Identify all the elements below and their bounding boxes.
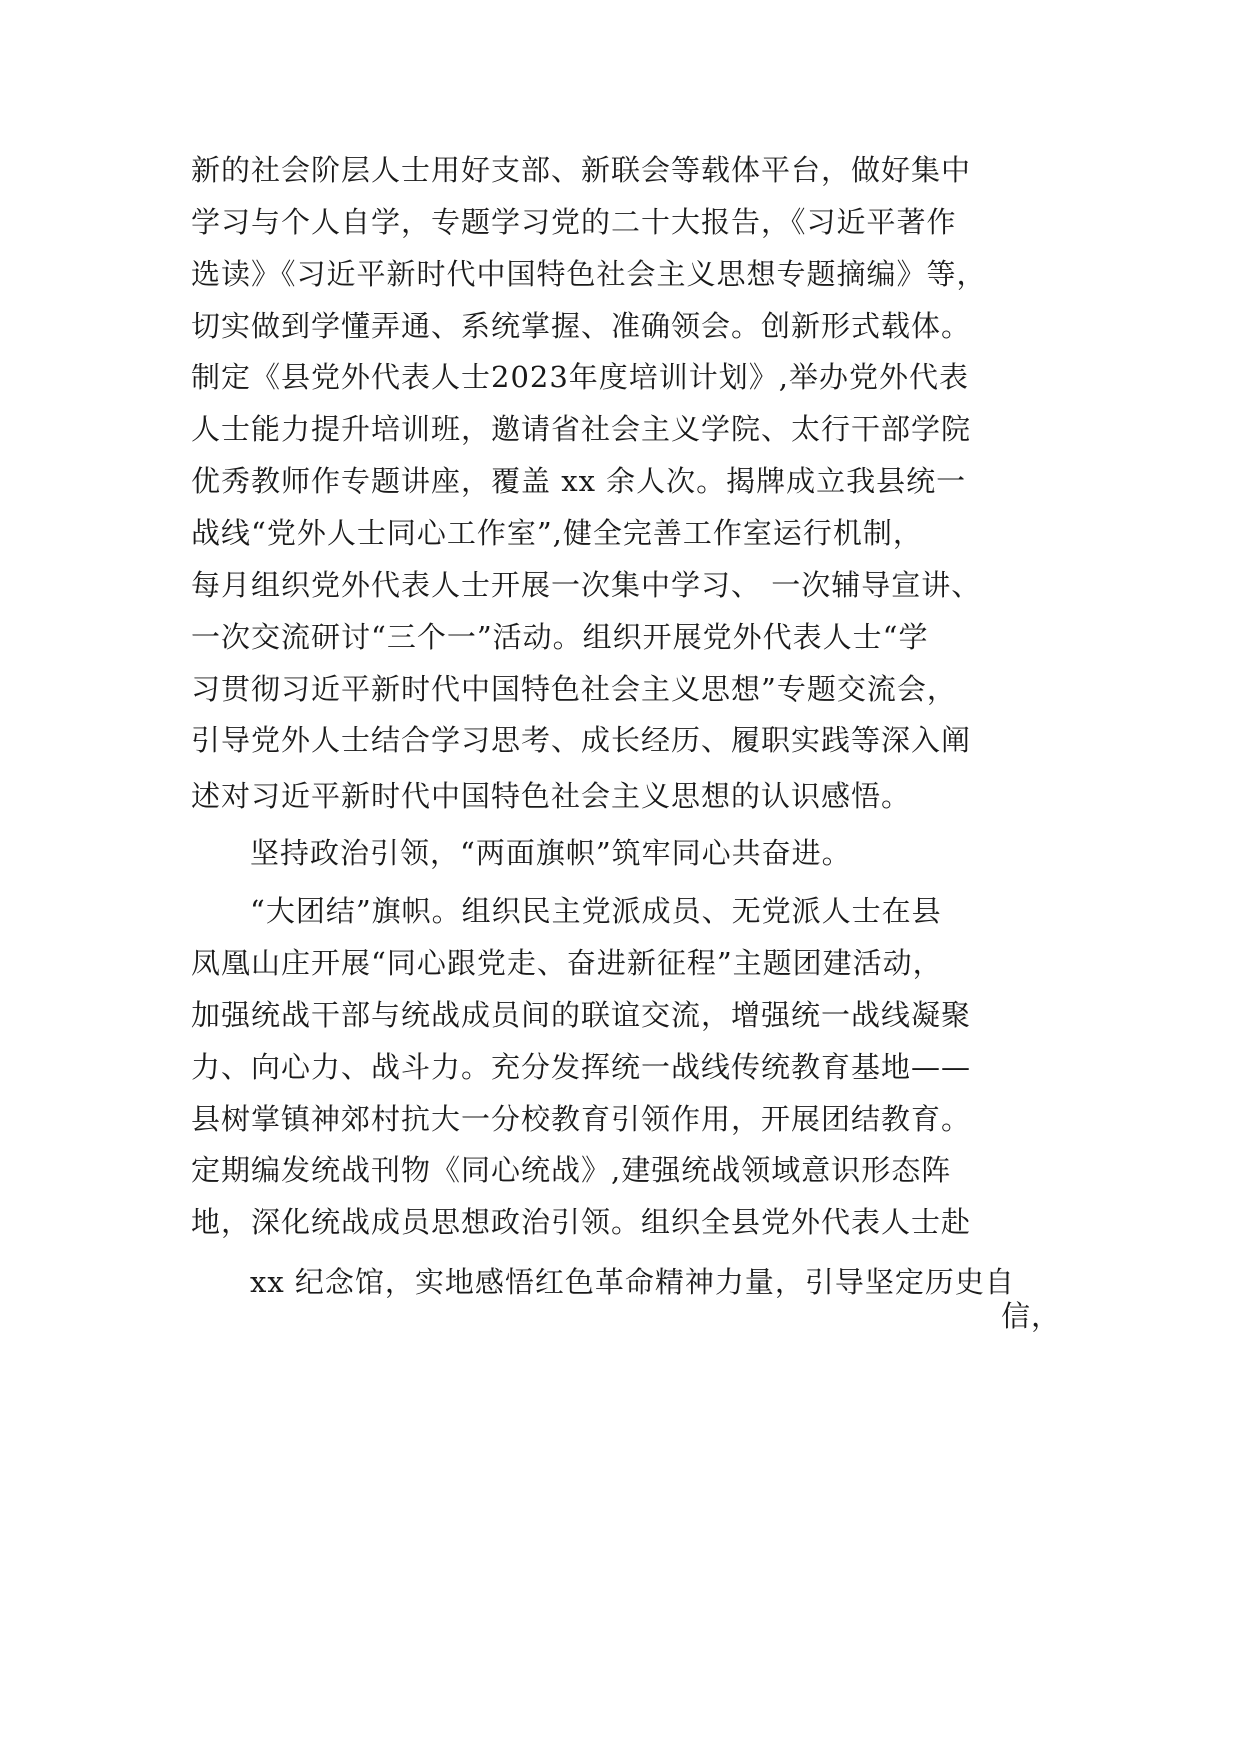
text-line: 每月组织党外代表人士开展一次集中学习、 一次辅导宣讲、 — [191, 568, 982, 602]
text-line: 凤凰山庄开展“同心跟党走、奋进新征程”主题团建活动， — [191, 946, 943, 980]
text-line: 战线“党外人士同心工作室”,健全完善工作室运行机制， — [191, 516, 923, 550]
section-heading: 坚持政治引领，“两面旗帜”筑牢同心共奋进。 — [250, 836, 852, 870]
text-line: 切实做到学懂弄通、系统掌握、准确领会。创新形式载体。 — [191, 309, 972, 343]
text-line: 制定《县党外代表人士2023年度培训计划》,举办党外代表 — [191, 360, 970, 394]
text-line: 引导党外人士结合学习思考、成长经历、履职实践等深入阐 — [191, 723, 972, 757]
text-line: 县树掌镇神郊村抗大一分校教育引领作用，开展团结教育。 — [191, 1102, 972, 1136]
text-line: 新的社会阶层人士用好支部、新联会等载体平台，做好集中 — [191, 153, 972, 187]
text-line: 定期编发统战刊物《同心统战》,建强统战领域意识形态阵 — [191, 1153, 952, 1187]
text-line: 学习与个人自学，专题学习党的二十大报告，《习近平著作 — [191, 205, 957, 239]
text-line: 习贯彻习近平新时代中国特色社会主义思想”专题交流会， — [191, 672, 957, 706]
text-line: 力、向心力、战斗力。充分发挥统一战线传统教育基地—— — [191, 1050, 972, 1084]
text-line: 地，深化统战成员思想政治引领。组织全县党外代表人士赴 — [191, 1205, 972, 1239]
text-line: “大团结”旗帜。组织民主党派成员、无党派人士在县 — [250, 894, 942, 928]
text-line: xx 纪念馆，实地感悟红色革命精神力量，引导坚定历史自 — [250, 1265, 1015, 1299]
text-line: 优秀教师作专题讲座，覆盖 xx 余人次。揭牌成立我县统一 — [191, 464, 967, 498]
text-line: 信， — [1000, 1299, 1061, 1333]
text-line: 选读》《习近平新时代中国特色社会主义思想专题摘编》等， — [191, 257, 987, 291]
text-line: 人士能力提升培训班，邀请省社会主义学院、太行干部学院 — [191, 412, 972, 446]
text-line: 加强统战干部与统战成员间的联谊交流，增强统一战线凝聚 — [191, 998, 972, 1032]
text-line: 述对习近平新时代中国特色社会主义思想的认识感悟。 — [191, 779, 912, 813]
text-line: 一次交流研讨“三个一”活动。组织开展党外代表人士“学 — [191, 620, 929, 654]
